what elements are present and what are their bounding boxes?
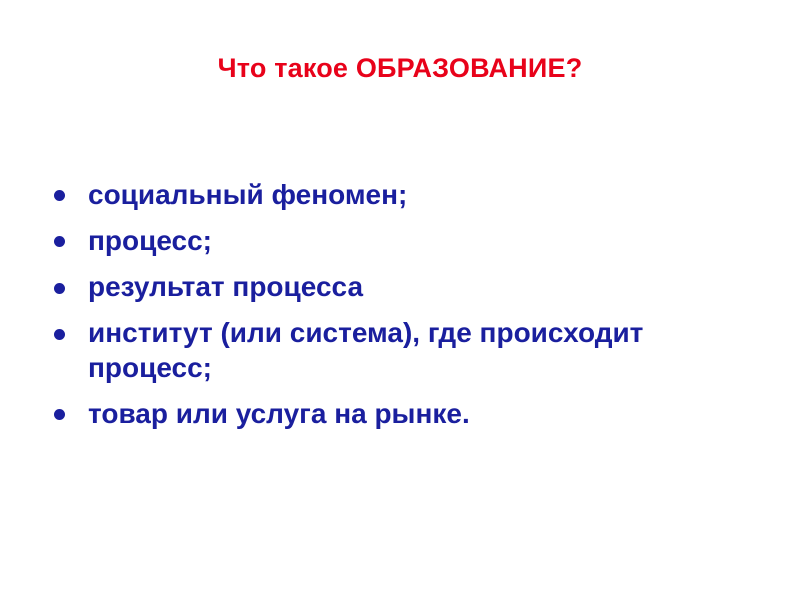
page-title: Что такое ОБРАЗОВАНИЕ? [217, 53, 583, 83]
bullet-dot-icon [54, 409, 65, 420]
list-item-label: социальный феномен; [88, 179, 408, 210]
bullet-dot-icon [54, 190, 65, 201]
list-item [46, 397, 766, 431]
list-item [46, 316, 766, 384]
list-item [46, 178, 766, 212]
bullet-dot-icon [54, 283, 65, 294]
bullet-list [46, 178, 766, 443]
list-item [46, 270, 766, 304]
bullet-dot-icon [54, 236, 65, 247]
list-item-label: товар или услуга на рынке. [88, 397, 470, 429]
list-item-label: результат процесса [88, 271, 364, 303]
list-item-label: институт (или система), где происходит процесс; [88, 317, 644, 383]
list-item [46, 224, 766, 258]
bullet-dot-icon [54, 329, 65, 340]
list-item-label: процесс; [88, 225, 213, 257]
